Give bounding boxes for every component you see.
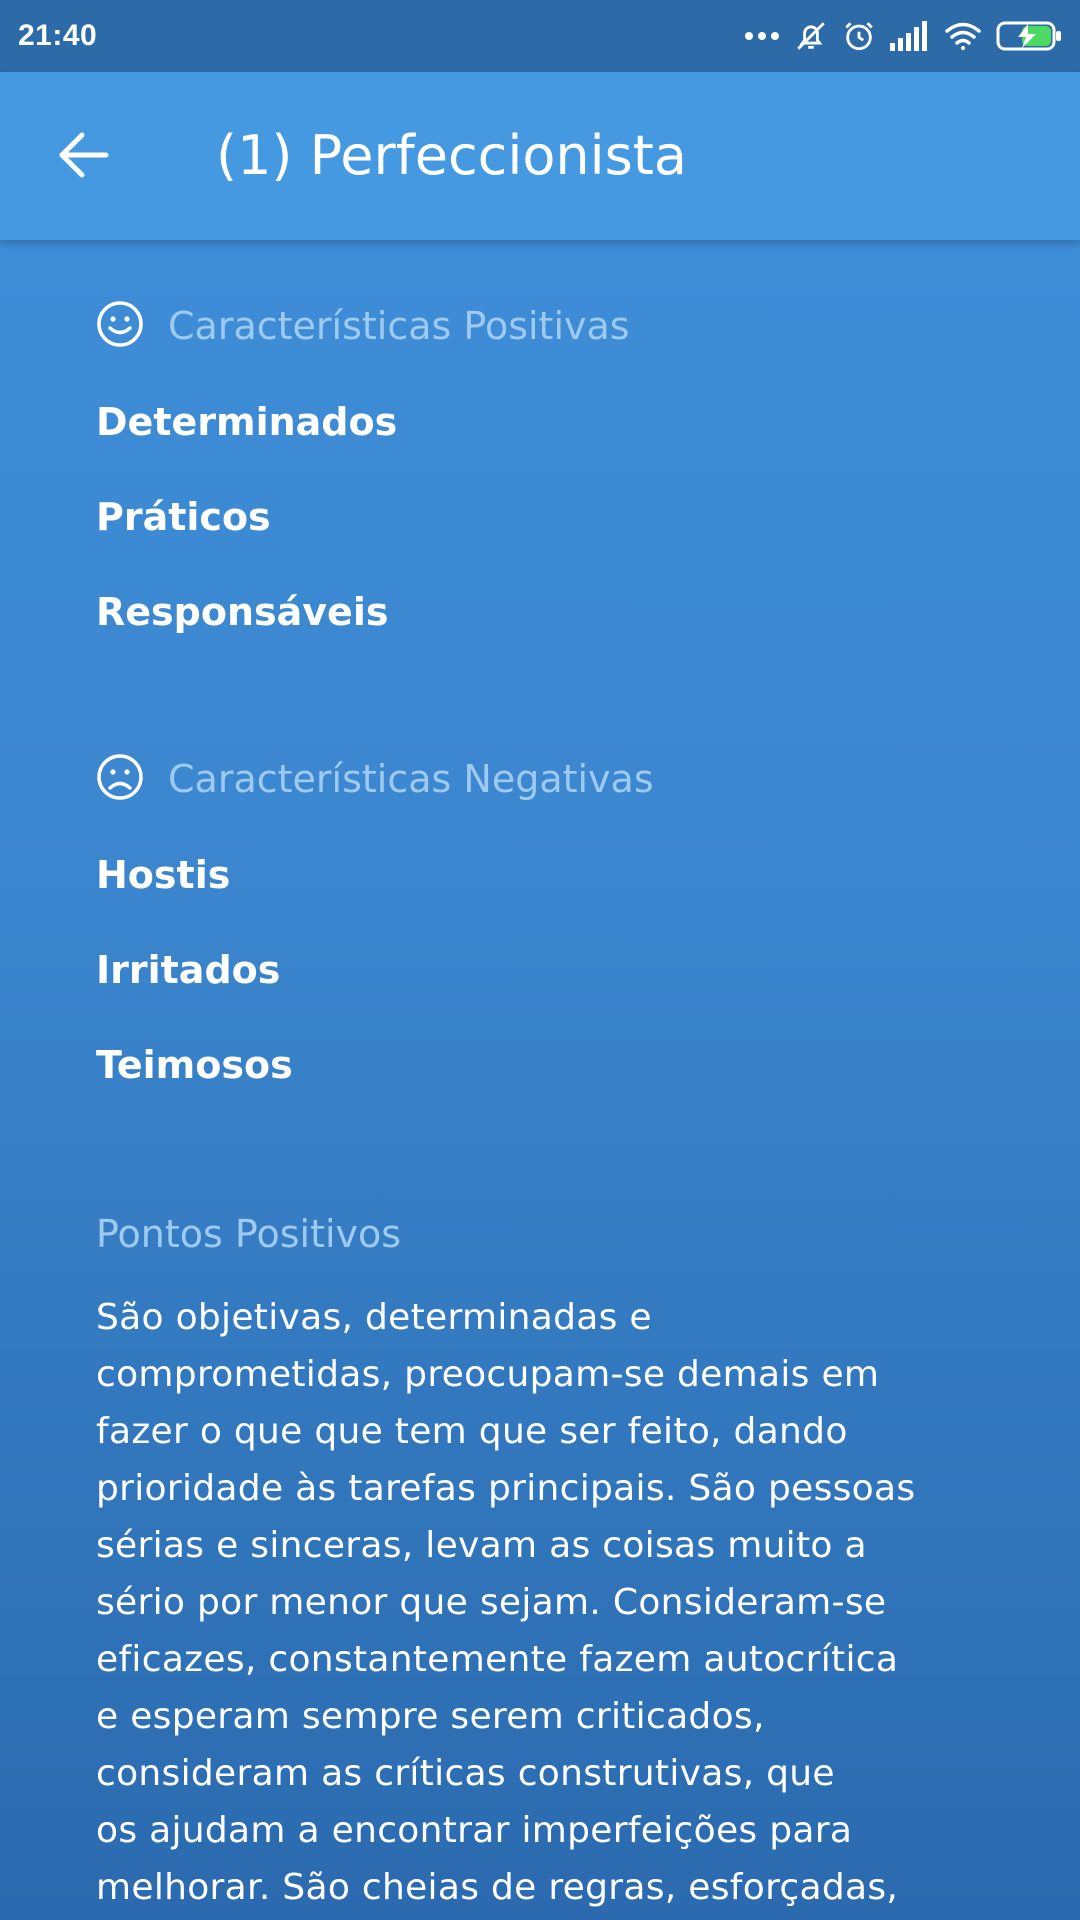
status-icons	[744, 19, 1062, 53]
negative-trait: Hostis	[96, 853, 231, 897]
app-bar	[0, 72, 1080, 240]
page-title: (1) Perfeccionista	[216, 124, 687, 187]
paragraph-line: sério por menor que sejam. Consideram-se	[96, 1582, 887, 1623]
positive-trait: Determinados	[96, 400, 398, 444]
content-scroll-area[interactable]	[0, 240, 1080, 1920]
negative-trait: Teimosos	[96, 1043, 293, 1087]
status-bar	[0, 0, 1080, 72]
arrow-left-icon	[58, 132, 110, 182]
smile-icon	[96, 300, 144, 352]
strengths-section-title: Pontos Positivos	[96, 1212, 402, 1256]
positive-section-title: Características Positivas	[168, 304, 630, 348]
back-button[interactable]	[38, 118, 130, 196]
paragraph-line: consideram as críticas construtivas, que	[96, 1753, 835, 1794]
paragraph-line: comprometidas, preocupam-se demais em	[96, 1354, 880, 1395]
strengths-paragraph	[96, 1289, 976, 1916]
paragraph-line: e esperam sempre serem criticados,	[96, 1696, 765, 1737]
paragraph-line: São objetivas, determinadas e	[96, 1297, 652, 1338]
paragraph-line: eficazes, constantemente fazem autocrítica	[96, 1639, 899, 1680]
paragraph-line: prioridade às tarefas principais. São pessoas	[96, 1468, 916, 1509]
paragraph-line: sérias e sinceras, levam as coisas muito a	[96, 1525, 867, 1566]
negative-section-header	[96, 749, 654, 809]
signal-icon	[890, 21, 930, 51]
negative-section-title: Características Negativas	[168, 757, 654, 801]
positive-trait: Responsáveis	[96, 590, 389, 634]
frown-icon	[96, 753, 144, 805]
negative-trait: Irritados	[96, 948, 281, 992]
paragraph-line: os ajudam a encontrar imperfeições para	[96, 1810, 853, 1851]
status-time: 21:40	[18, 19, 98, 52]
battery-charging-icon	[996, 20, 1062, 52]
positive-section-header	[96, 296, 630, 356]
paragraph-line: fazer o que que tem que ser feito, dando	[96, 1411, 848, 1452]
more-dots-icon	[744, 30, 780, 42]
silent-bell-icon	[794, 19, 828, 53]
positive-trait: Práticos	[96, 495, 271, 539]
wifi-icon	[944, 21, 982, 51]
alarm-icon	[842, 19, 876, 53]
paragraph-line: melhorar. São cheias de regras, esforçadas,	[96, 1867, 899, 1908]
